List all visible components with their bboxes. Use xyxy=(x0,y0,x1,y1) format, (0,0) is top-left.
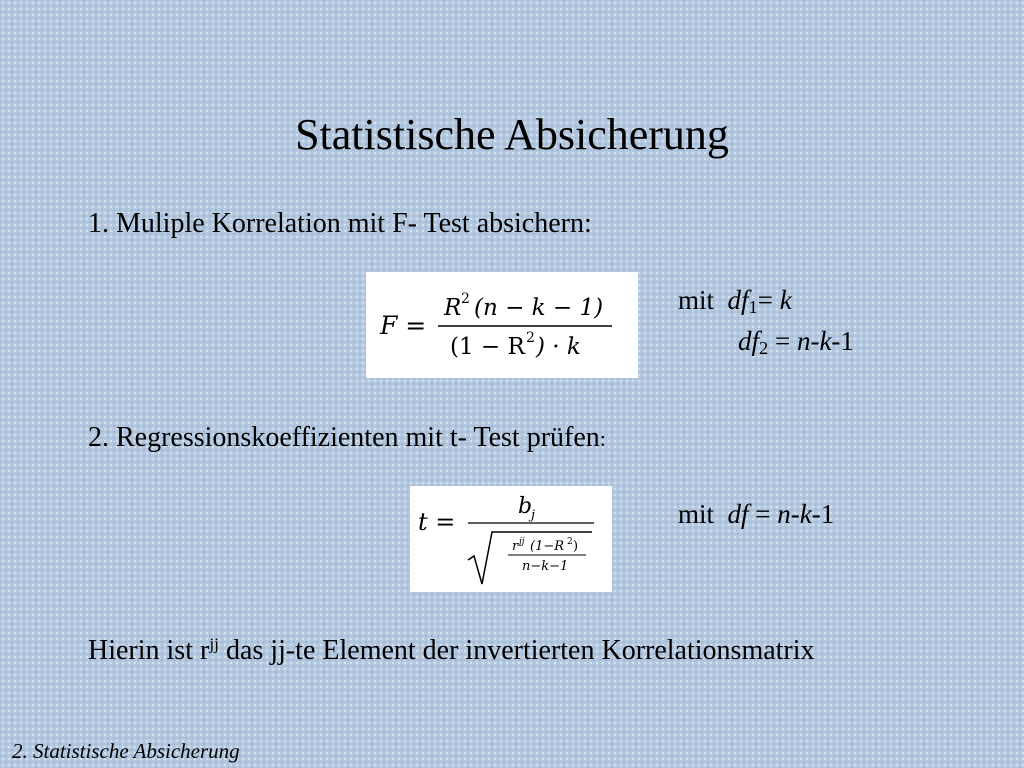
explanation-note xyxy=(88,632,815,670)
df1-eq: = xyxy=(757,285,773,315)
df2-sub: 2 xyxy=(759,338,769,359)
df-label: df xyxy=(727,499,749,529)
item2-text: 2. Regressionskoeffizienten mit t- Test prüfen xyxy=(88,422,600,453)
f-formula-den-rest: ) · k xyxy=(536,334,581,360)
t-formula-den-exp: 2 xyxy=(567,537,573,547)
f-formula-den-exp: 2 xyxy=(526,330,535,346)
note-prefix: Hierin ist r xyxy=(88,635,210,666)
f-formula-lhs: F = xyxy=(380,311,427,340)
list-item-t-test xyxy=(88,421,606,456)
f-formula-num-r: R xyxy=(444,295,462,321)
slide-title: Statistische Absicherung xyxy=(295,110,729,159)
df-dash: - xyxy=(790,499,800,529)
note-sup: jj xyxy=(209,634,219,654)
f-test-formula xyxy=(366,272,638,378)
t-formula-den-close: ) xyxy=(573,539,579,554)
t-test-formula-graphic xyxy=(410,486,612,592)
df2-k: k xyxy=(819,326,832,356)
f-test-formula-graphic xyxy=(366,272,638,378)
df-eq: = xyxy=(755,499,771,529)
df-t-line xyxy=(678,498,834,530)
t-formula-num-b: b xyxy=(518,494,533,519)
t-formula-den-bottom: n−k−1 xyxy=(522,559,569,574)
df2-tail: -1 xyxy=(831,326,854,356)
item2-colon: : xyxy=(599,426,606,451)
df1-sub: 1 xyxy=(748,297,758,318)
df-k: k xyxy=(799,499,812,529)
f-formula-den-open: (1 − R xyxy=(450,334,525,360)
df1-value: k xyxy=(779,285,792,315)
slide-footer: 2. Statistische Absicherung xyxy=(12,739,240,763)
df1-label: df xyxy=(727,285,749,315)
df2-n: n xyxy=(796,326,811,356)
df2-dash: - xyxy=(810,326,820,356)
df-n: n xyxy=(777,499,791,529)
note-suffix: das jj-te Element der invertierten Korrelationsmatrix xyxy=(218,635,815,666)
df2-line xyxy=(738,325,854,357)
t-formula-den-sup: jj xyxy=(519,537,525,547)
t-test-formula xyxy=(410,486,612,592)
df2-label: df xyxy=(738,326,760,356)
f-formula-num-exp: 2 xyxy=(461,291,470,307)
list-item-f-test: 1. Muliple Korrelation mit F- Test absichern: xyxy=(88,208,592,239)
t-formula-den-r: r xyxy=(512,539,519,554)
t-formula-num-sub: j xyxy=(531,508,536,523)
mit-label: mit xyxy=(678,285,715,315)
df1-line xyxy=(678,284,792,316)
f-formula-num-rest: (n − k − 1) xyxy=(474,295,604,321)
t-formula-lhs: t = xyxy=(418,508,456,536)
df-tail: -1 xyxy=(811,499,835,529)
t-formula-den-rest: (1−R xyxy=(530,539,565,554)
mit-label-t: mit xyxy=(678,499,715,529)
df2-eq: = xyxy=(774,326,791,356)
